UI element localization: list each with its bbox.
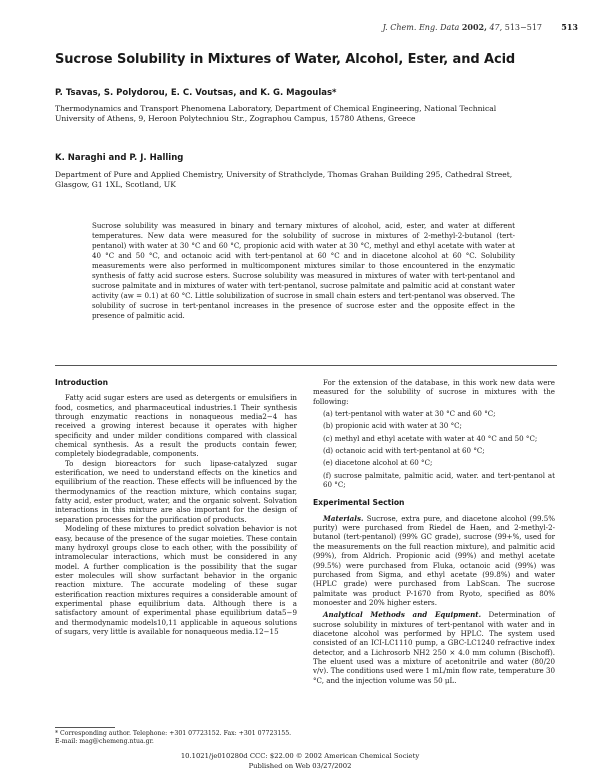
introduction-heading: Introduction xyxy=(55,378,109,387)
publication-date: Published on Web 03/27/2002 xyxy=(248,762,352,770)
abstract: Sucrose solubility was measured in binary and ternary mixtures of alcohol, acid, ester, and water at different temperatures. New data were measured for the solubility of sucrose in mixtures of 2-methyl-2-butanol (tert-pentanol) with water at 30 °C and 60 °C, propionic acid with water at 30 °C, methyl and ethyl acetate with water at 40 °C and 50 °C, and octanoic acid with tert-pentanol at 60 °C and in diacetone alcohol at 60 °C. Solubility measurements were also performed in multicomponent mixtures similar to those encountered in the enzymatic synthesis of fatty acid sucrose esters. Sucrose solubility was measured in mixtures of water with tert-pentanol and sucrose palmitate and in mixtures of water with tert-pentanol, sucrose palmitate and palmitic acid at constant water activity (aw = 0.1) at 60 °C. Little solubilization of sucrose in small chain esters and tert-pentanol was observed. The solubility of sucrose in tert-pentanol increases in the presence of sucrose ester and the opposite effect in the presence of palmitic acid. xyxy=(92,221,515,320)
paper-title: Sucrose Solubility in Mixtures of Water, Alcohol, Ester, and Acid xyxy=(55,52,516,67)
intro-paragraph-3: Modeling of these mixtures to predict solvation behavior is not easy, because of the presence of the sugar moieties. These contain many hydroxyl groups close to each other, with the possibility of intramolecular interactions, which must be considered in any model. A further complication is the possibility that the sugar ester molecules will show surfactant behavior in the organic reaction mixture. The accurate modeling of these sugar esterification reaction mixtures requires a considerable amount of experimental phase equilibrium data. Although there is a satisfactory amount of experimental phase equilibrium data5−9 and thermodynamic models10,11 applicable in aqueous solutions of sugars, very little is available for nonaqueous media.12−15 xyxy=(55,524,297,636)
journal-year: 2002, xyxy=(461,22,487,32)
left-column xyxy=(55,378,297,636)
list-item: (b) propionic acid with water at 30 °C; xyxy=(323,421,462,431)
affiliation-2: Department of Pure and Applied Chemistry, University of Strathclyde, Thomas Grahan Building 295, Cathedral Street, Glasgow, G1 1XL, Scotland, UK xyxy=(55,170,513,190)
materials-label: Materials. xyxy=(323,513,364,523)
right-column xyxy=(313,378,555,685)
materials-paragraph xyxy=(313,514,555,607)
journal-volume: 47, xyxy=(489,23,503,32)
footnote-divider xyxy=(55,727,115,728)
authors-group-2: K. Naraghi and P. J. Halling xyxy=(55,153,184,163)
list-item: (a) tert-pentanol with water at 30 °C and 60 °C; xyxy=(323,409,496,419)
journal-pages: 513−517 xyxy=(504,23,542,32)
list-item: (d) octanoic acid with tert-pentanol at 60 °C; xyxy=(323,446,485,456)
list-item: (f) sucrose palmitate, palmitic acid, water. and tert-pentanol at 60 °C; xyxy=(323,470,555,490)
methods-paragraph xyxy=(313,610,555,685)
materials-text: Sucrose, extra pure, and diacetone alcohol (99.5% purity) were purchased from Riedel de Haen, and 2-methyl-2-butanol (tert-pentanol) (99% GC grade), sucrose (99+%, used for the measurements on the full reaction mixture), and palmitic acid (99%), from Aldrich. Propionic acid (99%) and methyl acetate (99.5%) were purchased from Fluka, octanoic acid (99%) was purchased from Sigma, and ethyl acetate (99.8%) and water (HPLC grade) were purchased from LabScan. The sucrose palmitate was product P-1670 from Ryoto, specified as 80% monoester and 20% higher esters. xyxy=(313,513,555,607)
list-item: (c) methyl and ethyl acetate with water at 40 °C and 50 °C; xyxy=(323,433,538,443)
running-header xyxy=(383,22,542,32)
section-divider xyxy=(55,365,557,366)
authors-group-1: P. Tsavas, S. Polydorou, E. C. Voutsas, and K. G. Magoulas* xyxy=(55,88,337,98)
intro-paragraph-2: To design bioreactors for such lipase-catalyzed sugar esterification, we need to understand effects on the kinetics and equilibrium of the reaction. These effects will be influenced by the thermodynamics of the reaction mixture, which contains sugar, fatty acid, ester product, water, and the organic solvent. Solvation interactions in this mixture are also important for the design of separation processes for the purification of products. xyxy=(55,458,297,524)
doi-line: 10.1021/je010280d CCC: $22.00 © 2002 American Chemical Society xyxy=(180,752,420,760)
page-number: 513 xyxy=(561,22,578,32)
corresponding-author-footnote: * Corresponding author. Telephone: +301 07723152. Fax: +301 07723155. E-mail: mag@chemeng.ntua.gr. xyxy=(55,730,292,745)
experimental-heading: Experimental Section xyxy=(313,498,405,508)
intro-paragraph-1: Fatty acid sugar esters are used as detergents or emulsifiers in food, cosmetics, and pharmaceutical industries.1 Their synthesis through enzymatic reactions in nonaqueous media2−4 has received a growing interest because it operates with higher specificity and under milder conditions compared with classical chemical synthesis. As a result the products contain fewer, completely biodegradable, components. xyxy=(55,393,297,459)
database-intro: For the extension of the database, in this work new data were measured for the solubility of sucrose in mixtures with the following: xyxy=(313,378,555,406)
affiliation-1: Thermodynamics and Transport Phenomena Laboratory, Department of Chemical Engineering, National Technical University of Athens, 9, Heroon Polytechniou Str., Zographou Campus, 15780 Athens, Greece xyxy=(55,104,497,124)
methods-text: Determination of sucrose solubility in mixtures of tert-pentanol with water and in diacetone alcohol was performed by HPLC. The system used consisted of an ICI-LC1110 pump, a GBC-LC1240 refractive index detector, and a Lichrosorb NH2 250 × 4.0 mm column (Bischoff). The eluent used was a mixture of acetonitrile and water (80/20 v/v). The conditions used were 1 mL/min flow rate, temperature 30 °C, and the injection volume was 50 μL. xyxy=(313,610,555,685)
journal-name: J. Chem. Eng. Data xyxy=(382,23,460,32)
methods-label: Analytical Methods and Equipment. xyxy=(323,610,482,620)
list-item: (e) diacetone alcohol at 60 °C; xyxy=(323,458,433,468)
